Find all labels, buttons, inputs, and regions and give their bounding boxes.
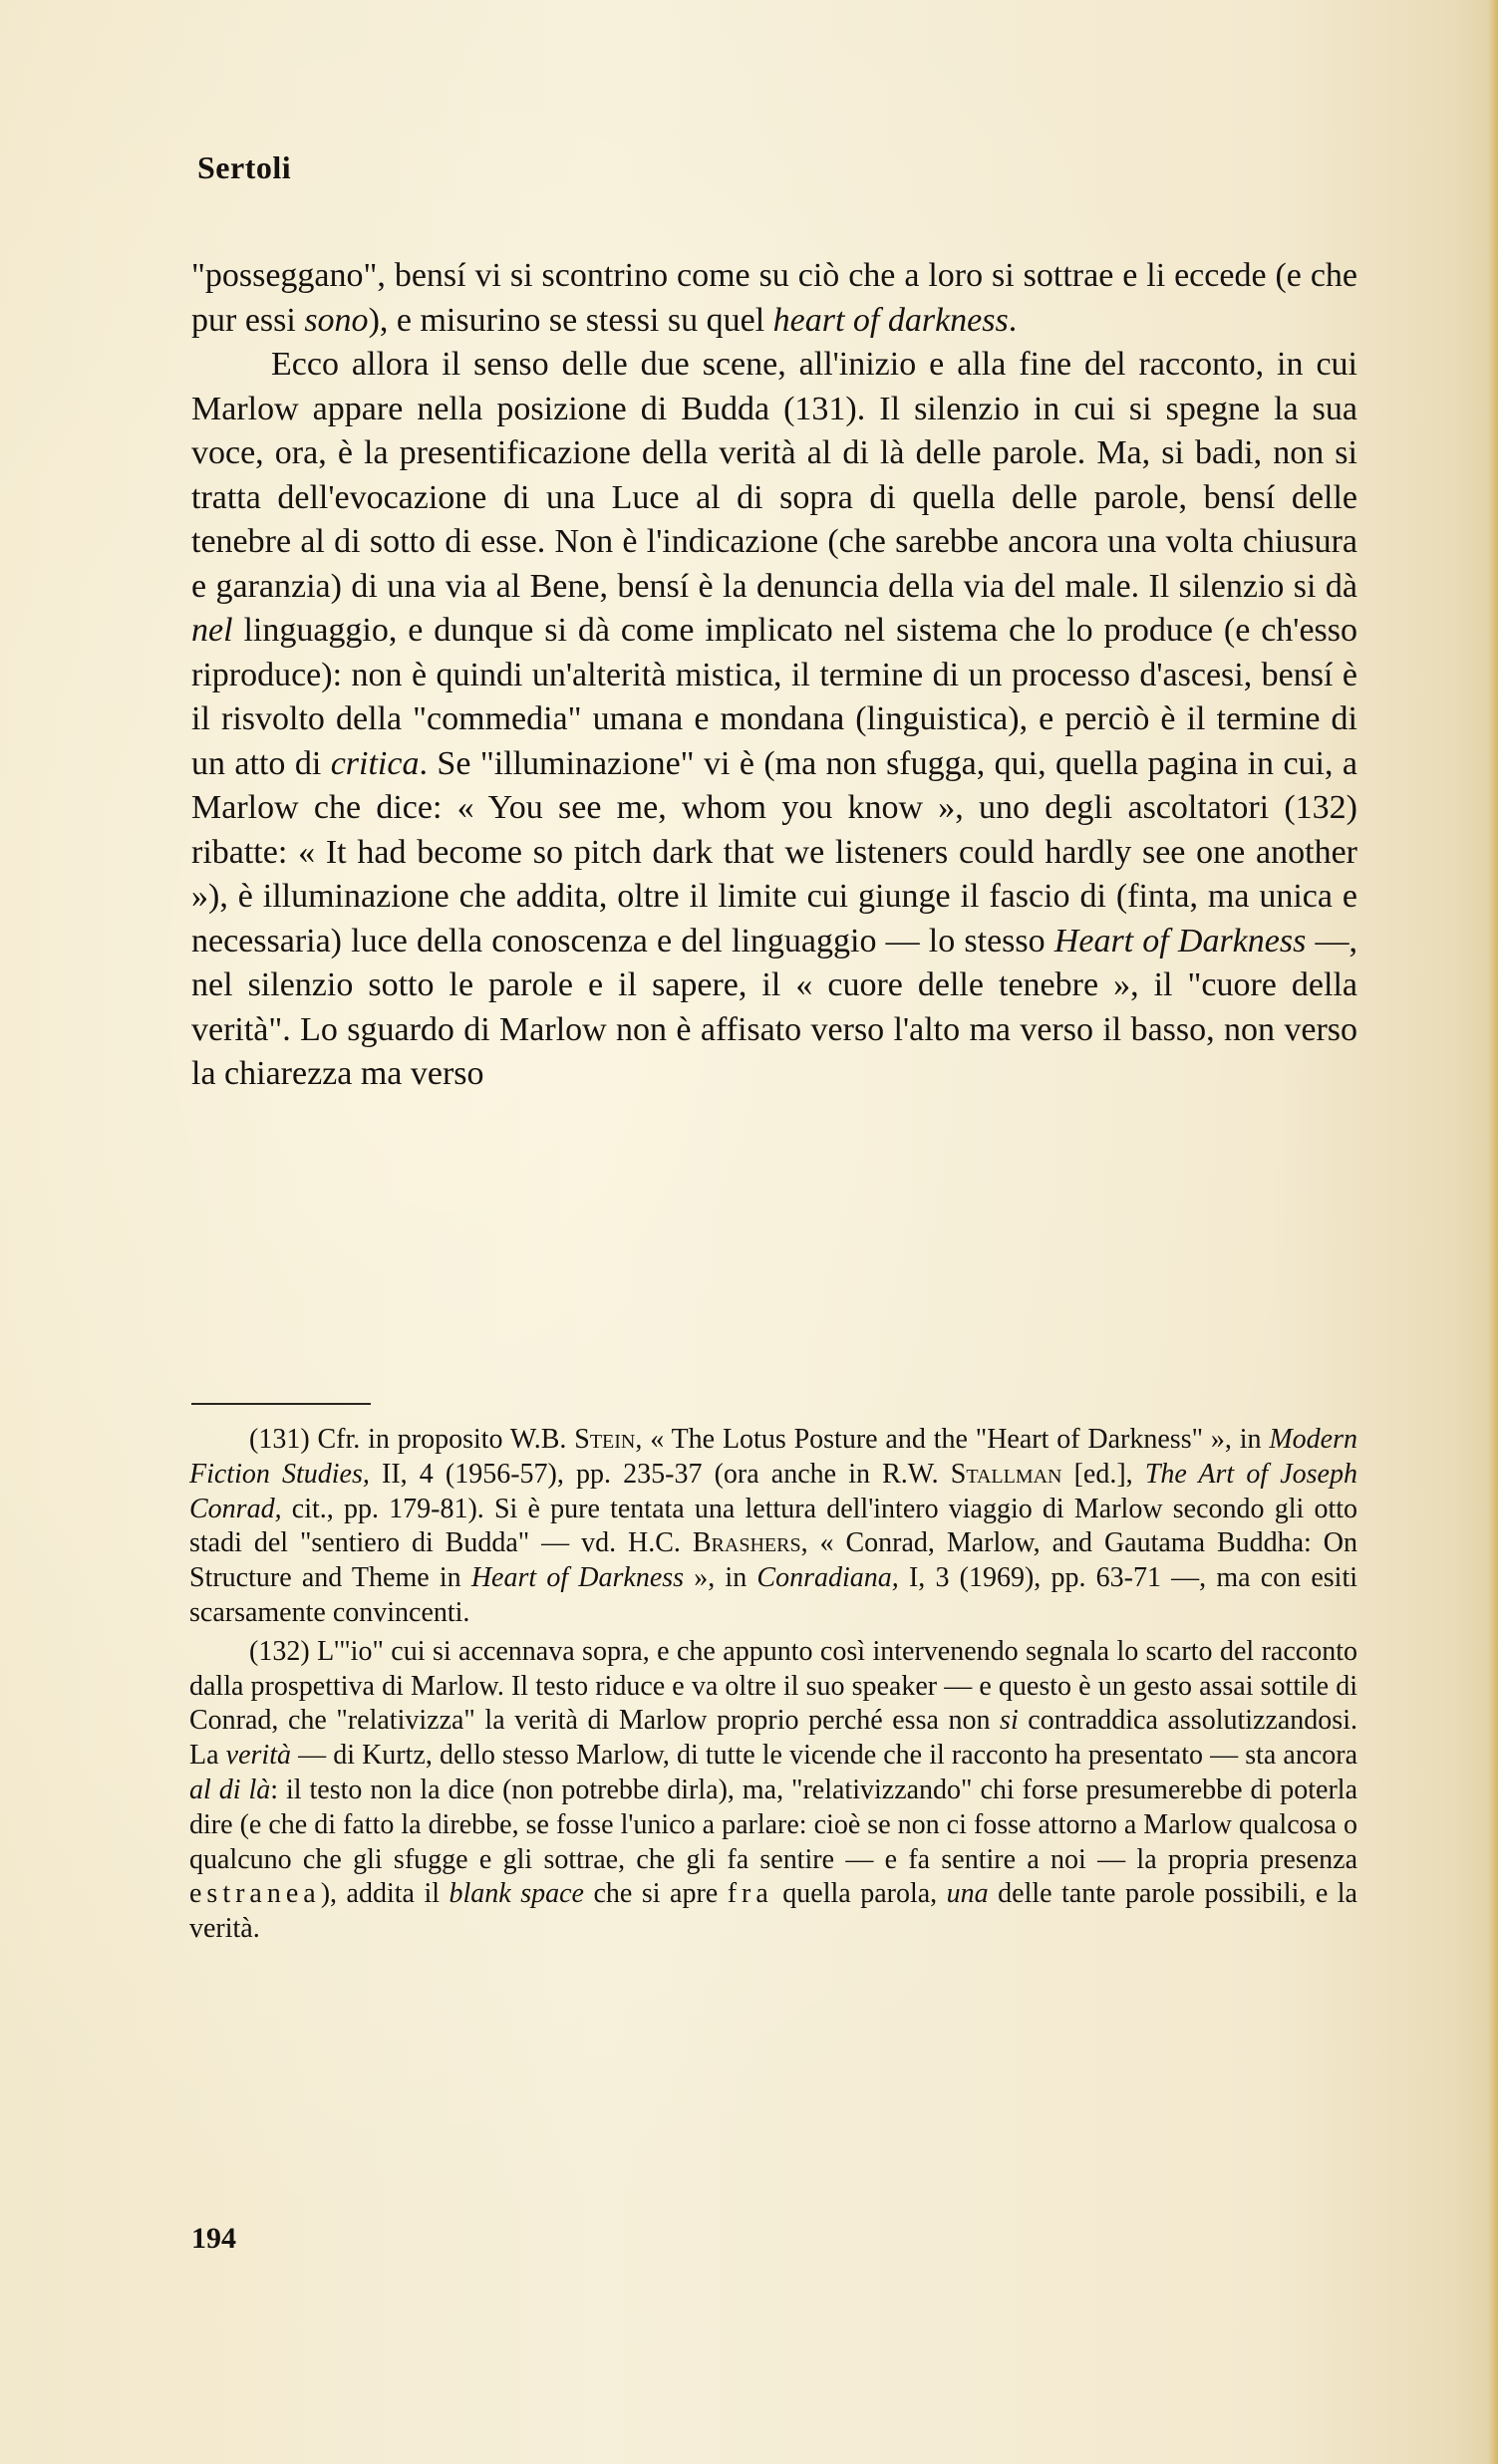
text-run: ), addita il xyxy=(320,1878,449,1910)
footnotes xyxy=(189,1423,1357,1947)
text-run: II, 4 (1956-57), pp. 235-37 (ora anche in R.W. xyxy=(369,1458,951,1490)
text-run: Ecco allora il senso delle due scene, all'inizio e alla fine del racconto, in cui Marlow appare nella posizione di Budda (131). Il silenzio in cui si spegne la sua voce, ora, è la presentificazione della verità al di là delle parole. Ma, si badi, non si tratta dell'evocazione di una Luce al di sopra di quella delle parole, bensí delle tenebre al di sotto di esse. Non è l'indicazione (che sarebbe ancora una volta chiusura e garanzia) di una via al Bene, bensí è la denuncia della via del male. Il silenzio si dà xyxy=(191,346,1357,605)
italic-run: sono xyxy=(304,301,369,339)
text-run: contraddica assolutizzandosi. La xyxy=(189,1705,1357,1772)
italic-run: blank space xyxy=(449,1878,584,1910)
text-run: , « The Lotus Posture and the "Heart of Darkness" », in xyxy=(635,1424,1270,1455)
text-run: . xyxy=(1008,301,1018,339)
spaced-run: fra xyxy=(727,1878,773,1910)
running-head: Sertoli xyxy=(197,149,292,185)
text-run: : il testo non la dice (non potrebbe dirla), ma, "relativizzando" chi forse presumerebbe di poterla dire (e che di fatto la direbbe, se fosse l'unico a parlare: cioè se non ci fosse attorno a Marlow qualcosa o qualcuno che gli sfugge e gli sottrae, che gli fa sentire — e fa sentire a noi — la propria presenza xyxy=(189,1774,1358,1875)
text-run: [ed.], xyxy=(1061,1458,1145,1490)
text-run: — di Kurtz, dello stesso Marlow, di tutte le vicende che il racconto ha presentato — sta ancora xyxy=(290,1740,1358,1772)
italic-run: critica xyxy=(330,744,420,782)
text-run: », in xyxy=(684,1562,757,1594)
italic-run: Heart of Darkness xyxy=(1053,922,1307,959)
text-run: , « Conrad, Marlow, and Gautama Buddha: On Structure and Theme in xyxy=(189,1527,1357,1594)
text-run: che si apre xyxy=(583,1878,728,1910)
footnote-divider xyxy=(191,1403,371,1405)
italic-run: heart of darkness xyxy=(772,301,1009,339)
text-run: . Se "illuminazione" vi è (ma non sfugga, qui, quella pagina in cui, a Marlow che dice: « You see me, whom you know », uno degli ascoltatori (132) ribatte: « It had become so pitch dark that we listeners could hardly see one another »), è illuminazione che addita, oltre il limite cui giunge il fascio di (finta, ma unica e necessaria) luce della conoscenza e del linguaggio — lo stesso xyxy=(191,744,1357,959)
page-number: 194 xyxy=(191,2222,236,2255)
text-run: quella parola, xyxy=(772,1878,947,1910)
italic-run: al di là xyxy=(189,1774,271,1805)
text-run: cit., pp. 179-81). Si è pure tentata una lettura dell'intero viaggio di Marlow secondo gli otto stadi del "sentiero di Budda" — vd. H.C. xyxy=(189,1493,1357,1559)
spaced-run: estranea xyxy=(189,1878,321,1910)
text-run: I, 3 (1969), pp. 63-71 —, ma con esiti scarsamente convincenti. xyxy=(189,1562,1358,1628)
footnote-131 xyxy=(189,1423,1357,1631)
paragraph-2 xyxy=(191,343,1357,1097)
author-name: Brashers xyxy=(692,1527,801,1559)
text-run: linguaggio, e dunque si dà come implicato nel sistema che lo produce (e ch'esso riproduce): non è quindi un'alterità mistica, il termine di un processo d'ascesi, bensí è il risvolto della "commedia" umana e mondana (linguistica), e perciò è il termine di un atto di xyxy=(191,612,1357,782)
italic-run: Heart of Darkness xyxy=(470,1562,685,1594)
italic-run: verità xyxy=(225,1740,291,1772)
text-run: —, nel silenzio sotto le parole e il sapere, il « cuore delle tenebre », il "cuore della verità". Lo sguardo di Marlow non è affisato verso l'alto ma verso il basso, non verso la chiarezza ma verso xyxy=(191,922,1357,1092)
text-run: (131) Cfr. in proposito W.B. xyxy=(249,1424,575,1455)
italic-run: nel xyxy=(191,612,233,649)
text-run: delle tante parole possibili, e la verità. xyxy=(189,1878,1357,1945)
main-text xyxy=(191,254,1357,1097)
italic-run: una xyxy=(946,1878,989,1910)
author-name: Stallman xyxy=(950,1458,1062,1490)
author-name: Stein xyxy=(574,1424,636,1455)
italic-run: The Art of Joseph Conrad, xyxy=(189,1458,1357,1524)
italic-run: Modern Fiction Studies, xyxy=(189,1424,1357,1490)
italic-run: si xyxy=(1000,1705,1019,1737)
text-run: ), e misurino se stessi su quel xyxy=(368,301,773,339)
text-run: "posseggano", bensí vi si scontrino come su ciò che a loro si sottrae e li eccede (e che pur essi xyxy=(191,257,1357,339)
page-edge-shadow xyxy=(1488,0,1498,2464)
italic-run: Conradiana, xyxy=(756,1562,899,1594)
text-run: (132) L'"io" cui si accennava sopra, e che appunto così intervenendo segnala lo scarto del racconto dalla prospettiva di Marlow. Il testo riduce e va oltre il suo speaker — e questo è un gesto assai sottile di Conrad, che "relativizza" la verità di Marlow proprio perché essa non xyxy=(189,1635,1357,1737)
paragraph-1 xyxy=(191,254,1357,343)
footnote-132 xyxy=(189,1635,1357,1947)
